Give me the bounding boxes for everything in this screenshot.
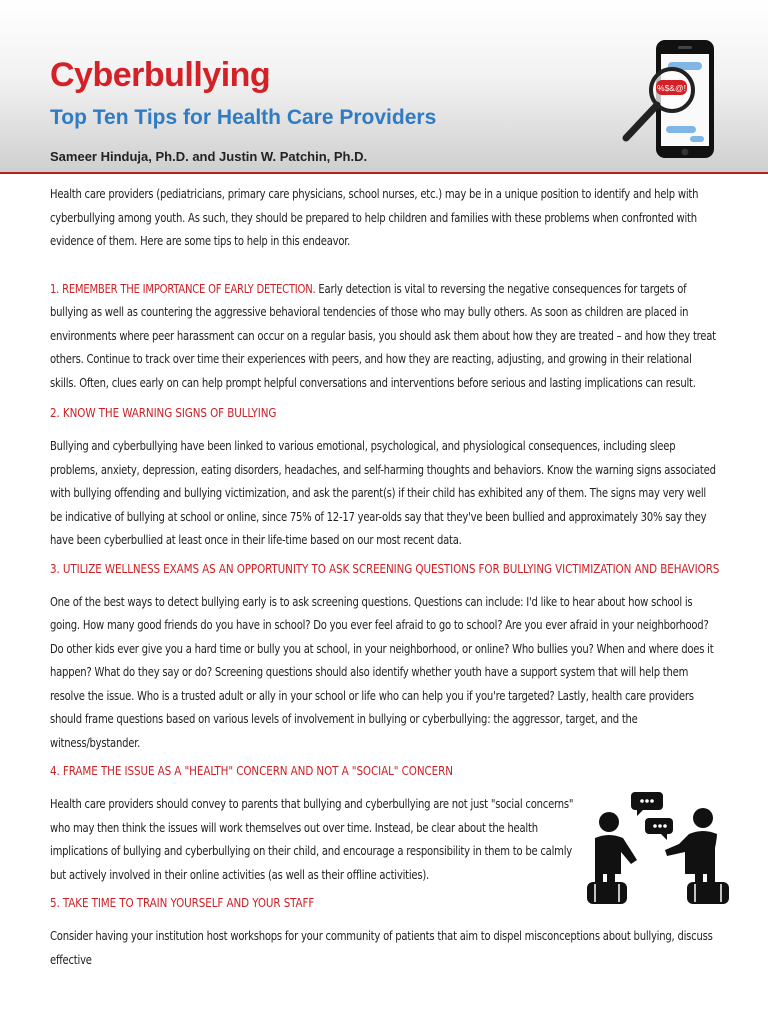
document-title: Cyberbullying (50, 56, 271, 94)
tip-3-heading: 3. UTILIZE WELLNESS EXAMS AS AN OPPORTUNITY TO ASK SCREENING QUESTIONS FOR BULLYING VICTIMIZATION AND BEHAVIORS (50, 561, 720, 577)
intro-paragraph: Health care providers (pediatricians, primary care physicians, school nurses, etc.) may be in a unique position to identify and help with cyberbullying among youth. As such, they should be prepared to help children and families with these problems when confronted with evidence of them. Here are some tips to help in this endeavor. (50, 186, 699, 248)
tip-4-heading: 4. FRAME THE ISSUE AS A "HEALTH" CONCERN AND NOT A "SOCIAL" CONCERN (50, 764, 453, 779)
phone-magnifier-icon (616, 38, 720, 162)
two-people-talking-icon (585, 788, 735, 913)
header-divider (0, 172, 768, 174)
tip-2-heading: 2. KNOW THE WARNING SIGNS OF BULLYING (50, 406, 277, 421)
tip-3-body: One of the best ways to detect bullying early is to ask screening questions. Questions can include: I'd like to hear about how school is going. How many good friends do you have in school? Do you ever feel afraid to go to school? Are you ever afraid in your neighborhood? Do other kids ever give you a hard time or bully you at school, in your neighborhood, or online? Who bullies you? When and where does it happen? What do they say or do? Screening questions should also identify whether youth have a support system that will help them resolve the issue. Who is a trusted adult or ally in your school or life who can help you if you're targeted? Lastly, health care providers should frame questions based on various levels of involvement in bullying or cyberbullying: the aggressor, target, and the witness/bystander. (50, 593, 714, 750)
tip-2-body: Bullying and cyberbullying have been linked to various emotional, psychological, and physiological consequences, including sleep problems, anxiety, depression, eating disorders, headaches, and self-harming thoughts and behaviors. Know the warning signs associated with bullying offending and bullying victimization, and ask the parent(s) if their child has exhibited any of them. The signs may very well be indicative of bullying at school or online, since 75% of 12-17 year-olds say that they've been bullied and approximately 30% say they have been cyberbullied at least once in their life-time based on our most recent data. (50, 438, 716, 547)
page-header (0, 0, 768, 172)
tip-1-heading: 1. REMEMBER THE IMPORTANCE OF EARLY DETECTION. (50, 280, 316, 296)
tip-5-body: Consider having your institution host workshops for your community of patients that aim to dispel misconceptions about bullying, discuss effective (50, 928, 713, 967)
tip-1-paragraph (50, 277, 716, 395)
phone-bubble-text: %$&@! (657, 83, 686, 93)
document-subtitle: Top Ten Tips for Health Care Providers (50, 106, 437, 129)
tip-1-body: Early detection is vital to reversing the negative consequences for targets of bullying as well as countering the aggressive behavioral tendencies of those who may bully others. As soon as children are placed in environments where peer harassment can occur on a regular basis, you should ask them about how they are treated – and how they treat others. Continue to track over time their experiences with peers, and how they are reacting, adjusting, and growing in their relational skills. Often, clues early on can help prompt helpful conversations and interventions before serious and lasting implications can result. (50, 280, 716, 390)
document-authors: Sameer Hinduja, Ph.D. and Justin W. Patchin, Ph.D. (50, 149, 368, 164)
tip-4-body: Health care providers should convey to parents that bullying and cyberbullying are not just "social concerns" who may then think the issues will work themselves out over time. Instead, be clear about the health implications of bullying and cyberbullying on their child, and encourage a responsibility in them to be calmly but actively involved in their online activities (as well as their offline activities). (50, 796, 574, 882)
tip-5-heading: 5. TAKE TIME TO TRAIN YOURSELF AND YOUR STAFF (50, 896, 315, 911)
